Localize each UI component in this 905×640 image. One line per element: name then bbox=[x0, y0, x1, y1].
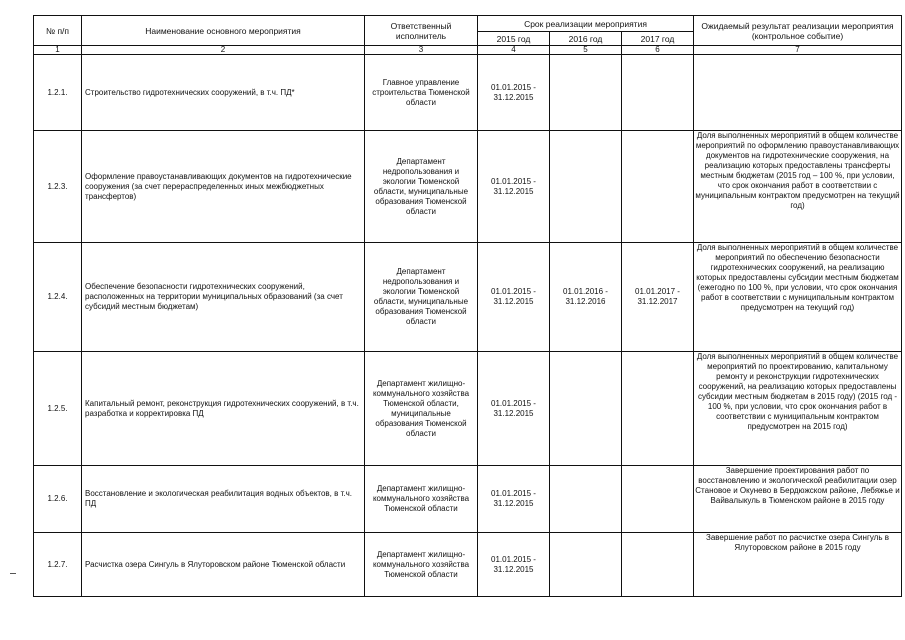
column-number: 3 bbox=[365, 46, 478, 55]
header-year-2016: 2016 год bbox=[550, 32, 622, 46]
row-result: Доля выполненных мероприятий в общем количестве мероприятий по проектированию, капитальному ремонту и реконструкции гидротехнических сооружений, на реализацию которых предоставлены субсидии местным бюджетам в 2015 году) (2015 год - 100 %, при условии, что срок окончания работ в соответствии с муниципальным контрактом предусмотрен на 2015 год) bbox=[694, 352, 902, 466]
row-executor: Департамент жилищно-коммунального хозяйства Тюменской области, муниципальные образования Тюменской области bbox=[365, 352, 478, 466]
row-number: 1.2.6. bbox=[34, 466, 82, 533]
row-result: Завершение проектирования работ по восстановлению и экологической реабилитации озер Становое и Окунево в Бердюжском районе, Лебяжье и Вайвалыкуль в Тюменском районе в 2015 году bbox=[694, 466, 902, 533]
header-year-2017: 2017 год bbox=[622, 32, 694, 46]
header-num: № п/п bbox=[34, 16, 82, 46]
column-number: 1 bbox=[34, 46, 82, 55]
row-period-2015: 01.01.2015 - 31.12.2015 bbox=[478, 131, 550, 243]
row-period-2017 bbox=[622, 533, 694, 597]
header-row bbox=[34, 16, 902, 32]
table-row bbox=[34, 243, 902, 352]
column-number: 4 bbox=[478, 46, 550, 55]
row-executor: Департамент недропользования и экологии Тюменской области, муниципальные образования Тюменской области bbox=[365, 243, 478, 352]
row-period-2016: 01.01.2016 - 31.12.2016 bbox=[550, 243, 622, 352]
table-row bbox=[34, 55, 902, 131]
row-event-name: Расчистка озера Сингуль в Ялуторовском районе Тюменской области bbox=[82, 533, 365, 597]
row-number: 1.2.3. bbox=[34, 131, 82, 243]
row-period-2017 bbox=[622, 131, 694, 243]
row-period-2016 bbox=[550, 466, 622, 533]
row-period-2015: 01.01.2015 - 31.12.2015 bbox=[478, 243, 550, 352]
row-result: Завершение работ по расчистке озера Сингуль в Ялуторовском районе в 2015 году bbox=[694, 533, 902, 597]
row-period-2015: 01.01.2015 - 31.12.2015 bbox=[478, 466, 550, 533]
row-period-2016 bbox=[550, 352, 622, 466]
row-executor: Департамент жилищно-коммунального хозяйства Тюменской области bbox=[365, 533, 478, 597]
header-name: Наименование основного мероприятия bbox=[82, 16, 365, 46]
row-period-2016 bbox=[550, 533, 622, 597]
row-executor: Департамент недропользования и экологии Тюменской области, муниципальные образования Тюменской области bbox=[365, 131, 478, 243]
row-executor: Департамент жилищно-коммунального хозяйства Тюменской области bbox=[365, 466, 478, 533]
row-number: 1.2.5. bbox=[34, 352, 82, 466]
row-event-name: Строительство гидротехнических сооружений, в т.ч. ПД* bbox=[82, 55, 365, 131]
events-table bbox=[33, 15, 902, 597]
table-row bbox=[34, 533, 902, 597]
row-event-name: Оформление правоустанавливающих документов на гидротехнические сооружения (за счет перераспределенных иных межбюджетных трансфертов) bbox=[82, 131, 365, 243]
row-period-2017 bbox=[622, 55, 694, 131]
column-number: 2 bbox=[82, 46, 365, 55]
row-number: 1.2.4. bbox=[34, 243, 82, 352]
header-year-2015: 2015 год bbox=[478, 32, 550, 46]
row-event-name: Восстановление и экологическая реабилитация водных объектов, в т.ч. ПД bbox=[82, 466, 365, 533]
row-period-2015: 01.01.2015 - 31.12.2015 bbox=[478, 55, 550, 131]
table-row bbox=[34, 352, 902, 466]
row-period-2017 bbox=[622, 466, 694, 533]
row-result bbox=[694, 55, 902, 131]
column-number: 6 bbox=[622, 46, 694, 55]
row-number: 1.2.1. bbox=[34, 55, 82, 131]
row-result: Доля выполненных мероприятий в общем количестве мероприятий по оформлению правоустанавливающих документов на гидротехнические сооружения, на реализацию которых предоставлены трансферты местным бюджетам (2015 год – 100 %, при условии, что срок окончания работ в соответствии с муниципальным контрактом предусмотрен на текущий год) bbox=[694, 131, 902, 243]
header-period: Срок реализации мероприятия bbox=[478, 16, 694, 32]
row-event-name: Капитальный ремонт, реконструкция гидротехнических сооружений, в т.ч. разработка и корректировка ПД bbox=[82, 352, 365, 466]
column-number: 7 bbox=[694, 46, 902, 55]
table-row bbox=[34, 131, 902, 243]
margin-mark bbox=[10, 573, 16, 574]
row-executor: Главное управление строительства Тюменской области bbox=[365, 55, 478, 131]
header-executor: Ответственный исполнитель bbox=[365, 16, 478, 46]
row-period-2016 bbox=[550, 55, 622, 131]
column-number: 5 bbox=[550, 46, 622, 55]
header-result: Ожидаемый результат реализации мероприятия (контрольное событие) bbox=[694, 16, 902, 46]
row-number: 1.2.7. bbox=[34, 533, 82, 597]
row-period-2015: 01.01.2015 - 31.12.2015 bbox=[478, 352, 550, 466]
table-row bbox=[34, 466, 902, 533]
row-period-2016 bbox=[550, 131, 622, 243]
row-result: Доля выполненных мероприятий в общем количестве мероприятий по обеспечению безопасности гидротехнических сооружений, на реализацию которых предоставлены субсидии местным бюджетам (ежегодно по 100 %, при условии, что срок окончания работ в соответствии с муниципальным контрактом предусмотрен на текущий год) bbox=[694, 243, 902, 352]
row-event-name: Обеспечение безопасности гидротехнических сооружений, расположенных на территории муниципальных образований (за счет субсидий местным бюджетам) bbox=[82, 243, 365, 352]
column-number-row bbox=[34, 46, 902, 55]
row-period-2015: 01.01.2015 - 31.12.2015 bbox=[478, 533, 550, 597]
row-period-2017 bbox=[622, 352, 694, 466]
row-period-2017: 01.01.2017 - 31.12.2017 bbox=[622, 243, 694, 352]
